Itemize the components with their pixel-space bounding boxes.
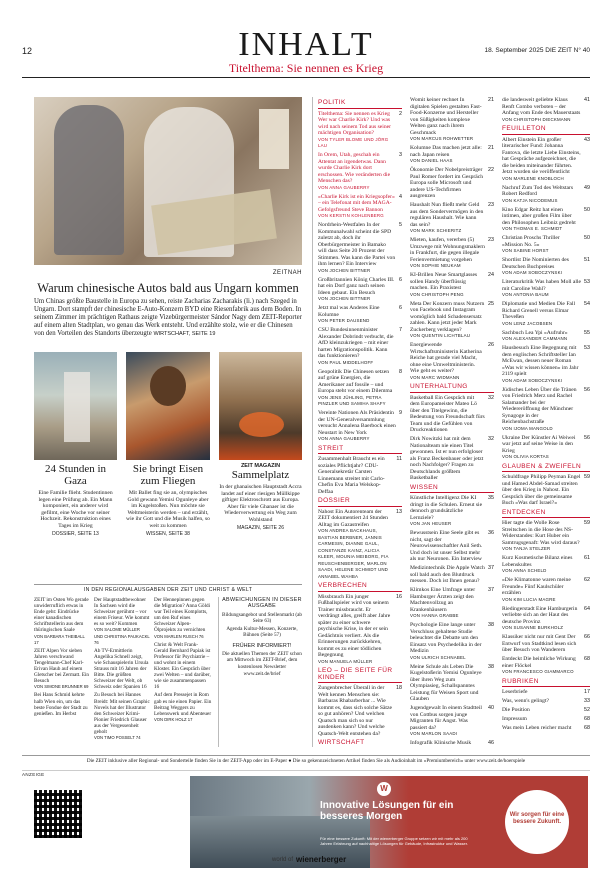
toc-entry-page: 68: [584, 725, 590, 731]
toc-entry-page: 18: [396, 685, 402, 691]
toc-entry[interactable]: [410, 301, 494, 340]
toc-entry[interactable]: [502, 606, 590, 632]
toc-entry-text: CSU Bundesinnenminister Alexander Dobrindt verbucht, die AfD kleinzukriegen – mit einer harten Migrationspolitik. Kann das funktionieren? VON PAUL MIDDELHOFF: [318, 327, 396, 366]
toc-entry[interactable]: [502, 435, 590, 461]
edition-box-line: Agenda Kultur-Messen, Konzerte, Bühnen (Seite 57): [226, 626, 298, 639]
toc-entry-page: 68: [584, 656, 590, 662]
toc-entry-author: VON JENS JÜHLING, PETRA PINZLER UND SAMIHA SHAFY: [318, 394, 386, 406]
toc-entry[interactable]: [410, 395, 494, 434]
toc-entry-page: 11: [396, 456, 402, 462]
toc-entry[interactable]: [502, 634, 590, 654]
toc-entry-page: 23: [488, 237, 494, 243]
toc-entry[interactable]: [318, 305, 402, 325]
toc-entry-text: Jüdisches Leben Über die Tränen von Friedrich Merz und Rachel Salamander bei der Wiedereröffnung der Münchner Synagoge in der Reichenbachstraße VON IJOMA MANGOLD: [502, 387, 581, 433]
toc-entry-text: Christian Proschs Thriller »Mission No. 5« VON SABINE HORST: [502, 235, 581, 255]
toc-section-heading: WIRTSCHAFT: [318, 740, 402, 747]
toc-entry-author: VON HANNA GRABBE: [410, 613, 459, 618]
toc-entry[interactable]: [502, 301, 590, 327]
toc-entry[interactable]: [502, 474, 590, 507]
ad-tagline-badge: Wir sorgen für eine bessere Zukunft.: [505, 790, 569, 854]
ad-label: ANZEIGE: [22, 772, 45, 777]
toc-entry-page: 68: [584, 716, 590, 722]
regional-item: ZEIT im Osten Wo gerade unwiderruflich etwas in Ende geht: Eindrücke einer kanadischen Schriftstellerin aus dem thüringischen Saale: [34, 597, 89, 634]
regional-author: VON SALOME MÜLLER UND CHRISTINA PAUKACKL 76: [94, 627, 150, 645]
toc-column-2: [410, 97, 494, 747]
wienerberger-logo-icon: W: [377, 782, 391, 796]
brand-world-of: world of: [272, 857, 294, 863]
toc-entry-author: VON ADAM SOBOCZYNSKI: [502, 377, 563, 383]
toc-entry-page: 66: [584, 634, 590, 640]
toc-entry-author: VON TYLER BLOME UND JÖRG LAU: [318, 136, 389, 148]
toc-entry-author: VON MARC WIDMANN: [410, 374, 460, 380]
toc-section-heading: FEUILLETON: [502, 126, 590, 135]
toc-entry-text: Riedingerstadt Eine Hamburgerin verliebte sich an der Haut des deutsche Provinz VON SUSANNE BURKHOLZ: [502, 606, 581, 632]
toc-entry-text: Was mein Leben reicher macht: [502, 725, 572, 731]
toc-entry-author: VON KIM LUCIA MAGRE: [502, 596, 556, 602]
toc-entry-author: VON ANTONIA BAUM: [502, 292, 549, 297]
toc-entry-text: Bewusstsein Eine Seele gibt es nicht, sagt der Neurowissenschaftler Anil Seth. Und doch ist unser Selbst mehr als nur Neuronen. Ein Interview: [410, 530, 483, 562]
toc-entry-author: VON OLIVIA KORTAS: [502, 454, 549, 459]
toc-entry-page: 6: [399, 305, 402, 311]
toc-entry-page: 16: [396, 593, 402, 600]
toc-entry[interactable]: [318, 222, 402, 274]
toc-entry-page: 37: [488, 587, 494, 593]
toc-section-heading: WISSEN: [410, 485, 494, 494]
teaser-gaza: [34, 463, 117, 537]
toc-section-heading: UNTERHALTUNG: [410, 384, 494, 393]
edition-box-line: Bildungsangebot und Stellenmarkt (ab Seite 63): [222, 612, 302, 625]
toc-entry[interactable]: [318, 685, 402, 737]
toc-section-heading: ENTDECKEN: [502, 510, 590, 519]
toc-entry-page: 8: [399, 368, 402, 375]
toc-column-1: [318, 97, 402, 747]
toc-entry[interactable]: [502, 387, 590, 433]
toc-entry-author: VON JOCHEN BITTNER: [318, 267, 371, 273]
toc-entry-text: Nachruf Zum Tod des Weltstars Robert Redford VON KATJA NICODEMUS: [502, 185, 581, 205]
toc-entry-text: Großbritannien König Charles III. hat ein Dorf ganz nach seinen Ideen gebaut. Ein Besuch VON JOCHEN BITTNER: [318, 276, 395, 301]
toc-entry-page: 33: [584, 698, 590, 704]
toc-entry-text: Leserbriefe: [502, 689, 528, 695]
toc-entry-text: Sachbuch Lea Ypi »Aufruhr« VON ALEXANDER CAMMANN: [502, 330, 581, 343]
toc-divider: [312, 97, 313, 747]
toc-section-heading: STREIT: [318, 446, 402, 455]
toc-entry[interactable]: [410, 705, 494, 738]
toc-entry[interactable]: [502, 207, 590, 233]
header-rule: [22, 77, 590, 78]
toc-entry[interactable]: [318, 410, 402, 443]
brand-wienerberger: wienerberger: [296, 855, 347, 864]
ad-headline: Innovative Lösungen für ein besseres Morgen: [320, 800, 454, 822]
toc-entry-page: 59: [584, 520, 590, 526]
toc-entry-text: Medizintechnik Die Apple Watch soll bald auch den Blutdruck messen. Doch ist Ihnen genau?: [410, 565, 485, 584]
toc-entry-page: 4: [399, 193, 402, 200]
toc-entry-text: KI-Brillen Neue Smartglasses sollen Handy überflüssig machen. Ein Praxistest VON CHRISTOPH PENG: [410, 272, 485, 298]
toc-entry-page: 22: [488, 167, 494, 173]
teaser-magazine-body: In der ghanaischen Hauptstadt Accra landet auf einer riesigen Müllkippe giftiger Elektroschrott aus Europa. Aber für viele Ghanaer ist die Wiederverwertung ein Weg zum Wohlstand: [219, 484, 302, 523]
toc-entry-page: 36: [488, 530, 494, 536]
toc-entry-author: VON ADAM SOBOCZYNSKI: [502, 270, 563, 275]
toc-entry-author: VON QUENTIN LICHTBLAU: [410, 333, 471, 338]
toc-entry[interactable]: [502, 97, 590, 123]
toc-entry-page: 3: [399, 152, 402, 158]
toc-entry-author: VON KATJA NICODEMUS: [502, 197, 558, 203]
toc-entry-text: Hier tagte die Wolle Rose Streitschen in die Hose des NS-Widerstandes: Kurt Huber ein Samtrugsgenaft: Was wird daraus? VON TANJA STELZER: [502, 520, 580, 551]
toc-entry-page: 5: [399, 222, 402, 228]
toc-entry-author: VON MARLENE KNOBLOCH: [502, 175, 564, 181]
toc-entry[interactable]: [410, 237, 494, 270]
regional-col-2: [94, 597, 150, 747]
gaza-photo: [34, 352, 117, 460]
toc-entry-text: Shortlist Die Nominierten des Deutschen Buchpreises VON ADAM SOBOCZYNSKI: [502, 257, 581, 277]
toc-entry[interactable]: [502, 520, 590, 553]
toc-entry[interactable]: [318, 152, 402, 191]
toc-entry[interactable]: [410, 495, 494, 528]
toc-entry-text: Literaturkritik Was haben Moll alle mit Caroline Wahl? VON ANTONIA BAUM: [502, 279, 581, 297]
qr-code[interactable]: [34, 790, 82, 838]
toc-entry-text: Missbrauch Ein junger Fußballspieler wird von seinem Trainer missbraucht. Er verdrängt alles, greift aber Jahre später zu einer schwere psychische Krise, in der er sein Gedächtnis verliert. Als die Erinnerungen zurückkehren, kommt es zu einer tödlichen Begegnung VON MANUELA MÜLLER: [318, 594, 393, 666]
toc-entry[interactable]: [410, 587, 494, 620]
toc-entry[interactable]: [318, 277, 402, 303]
toc-entry-page: 43: [584, 136, 590, 143]
regional-col-3: [154, 597, 212, 747]
toc-entry-author: VON JAN HEUSER: [410, 521, 452, 526]
toc-entry-text: Künstliche Intelligenz Die KI dringt in die Schulen. Erneut sie dennoch grundsätzliche Lernziele? VON JAN HEUSER: [410, 495, 485, 528]
teaser-gaza-body: Eine Familie flieht. Studentinnen legen eine Prüfung ab. Ein Mann komponiert, ein anderer wird gefilmt, eine Woche vor seiner Hochzeit. Rekonstruktion eines Tages im Krieg: [38, 490, 113, 529]
toc-entry-author: VON MANUELA MÜLLER: [318, 658, 373, 664]
toc-entry-page: 41: [584, 97, 590, 103]
feature-body-text: Um Chinas größte Baustelle in Europa zu sehen, reiste Zacharias Zacharakis (li.) nach Szeged in Ungarn. Dort stampft der chinesische E-Auto-Konzern BYD eine Riesenfabrik aus dem Boden. In seinem Zimmer im prächtigen Rathaus zeigte Vizebürgermeister Sándor Nagy dem ZEIT-Reporter auf einem alten Stadtplan, wo genau das Werk entsteht. Und erzählte stolz, wie er die Chinesen von den Vorteilen des Standorts überzeugte: [34, 298, 302, 337]
toc-entry-author: VON SOPHIE NEUKAM: [410, 263, 461, 268]
toc-entry-text: Jetzt mal was Anderes Eine Kolumne VON PETER DAUSEND: [318, 305, 396, 325]
toc-section-heading: POLITIK: [318, 100, 402, 109]
regional-item: ZEIT Alpen Vor sieben Jahren verschwand Tengelmann-Chef Karl-Erivan Haub auf einem Gletscher bei Zermatt. Ein Besuch: [34, 647, 90, 685]
ad-rule: [22, 770, 590, 771]
toc-section-heading: VERBRECHEN: [318, 583, 402, 592]
regional-item: Christ & Welt Frank-Gerald Bernhard Papiak ist Professor für Psychiatrie – und wohnt in einem Kloster. Ein Gespräch über zwei Welten – und darüber, wie sie zusammenpassen 16: [154, 641, 211, 691]
toc-entry[interactable]: [502, 707, 590, 714]
page-title: INHALT: [238, 26, 374, 63]
page-number: 12: [22, 46, 33, 56]
toc-entry[interactable]: [318, 111, 402, 150]
toc-entry-text: Klimkos Eine Umfrage unter Hamburger Ärzten zeigt den Machtenvollzug an Krankenhäusern VON HANNA GRABBE: [410, 587, 485, 620]
toc-entry-page: 13: [396, 508, 402, 515]
toc-entry-text: Energiewende Wirtschaftsministerin Katherina Reiche hat gerade viel Macht, ohne eine Umweltministerin. Wie geht es weiter? VON MARC WIDMANN: [410, 342, 485, 381]
toc-entry-text: Mieten, kaufen, vererben (5) Umzwege mit Wohnungsmaklern in Frankfurt, die gegen illegale Ferienvermietung vorgehen VON SOPHIE NEUKAM: [410, 237, 485, 268]
toc-entry-author: VON MARCUS ROHWETTER: [410, 136, 474, 141]
teaser-athlete-body: Mit Ballet fing sie an, olympisches Gold gewann Yemisi Ogunleye aber im Kugelstoßen. Nun möchte sie Weltmeisterin werden – und erzählt, wie ihr Gott und die Musik halfen, so weit zu kommen: [126, 490, 210, 529]
toc-entry[interactable]: [318, 509, 402, 581]
toc-entry[interactable]: [410, 167, 494, 200]
toc-entry-text: Psychologie Eine lange unter Verschluss gehaltene Studie beleuchtet die Debatte um den Einsatz von Psychedelika in der Medizin VON ULRICH SCHNABEL: [410, 622, 485, 661]
toc-entry-text: Schuldfrage Philipp Peyman Engel und Hamed Abdel-Samad streiten über den Krieg in Nahost. Ein Gespräch über die gemeinsame Buch »Was darf Israel?«: [502, 474, 581, 506]
toc-entry-page: 37: [488, 565, 494, 571]
toc-entry-page: 51: [584, 257, 590, 263]
toc-entry-author: VON LENZ JACOBSEN: [502, 320, 553, 326]
toc-entry-page: 9: [399, 410, 402, 416]
title-theme: Titelthema: Sie nennen es Krieg: [228, 61, 384, 75]
toc-entry-author: VON MARK SCHIERITZ: [410, 228, 462, 233]
toc-entry-text: Ökonomie Der Nobelpreisträger Paul Romer fordert im Gespräch Europa solle Microsoft und andere US-Techfirmen ausgrenzen: [410, 167, 484, 199]
toc-entry[interactable]: [502, 656, 590, 676]
toc-entry[interactable]: [410, 342, 494, 381]
regional-author: VON SIMONE BRUNNER 69: [34, 684, 89, 690]
toc-entry[interactable]: [410, 565, 494, 585]
regional-item: Bei Hans Schmid kehrte halb Wien ein, um das beste Fondue der Stadt zu genießen. Im Herbst: [34, 692, 88, 717]
toc-entry-text: Entdeckt Die heimliche Wirkung einer Flöckel VON FRANCESCO GIAMMARCO: [502, 656, 581, 676]
toc-entry-text: Meine Schule als Leben Die Kugelstoßerin Yemisi Ogunleye über ihren Weg zum Olympiasieg, Schallspanntes Leistung für Weisen Sport und Glauben: [410, 663, 482, 702]
toc-entry-page: 55: [584, 329, 590, 336]
toc-entry-text: Zungenbrecher Überall in der Welt kennen Menschen sie: Barbaras Rhabarberbar ... Wie kommt es, dass sich solche Sätze so gut anhören? Und welchen Quatsch man sich so nur ausdenken kann? Und welche Quatsch-Welt entstehen da?: [318, 685, 392, 737]
toc-entry[interactable]: [502, 257, 590, 277]
toc-entry-text: Vereinte Nationen Als Präsidentin der UN-Generalversammlung versucht Annalena Baerbock einen Neustart in New York VON ANNA GAUBERRY: [318, 410, 396, 441]
toc-entry-text: Die Position: [502, 707, 530, 713]
toc-entry-text: »Die Klimatonne waren meine Freunde« Fünf Kaulschüler erzählen VON KIM LUCIA MAGRE: [502, 577, 581, 603]
regional-item: Der Hauptstadtbewohner In Sachsen wird die Schweizer gerühmt – vor einem Friseur. Wie kommt es so weit? Kommen: [94, 597, 150, 628]
toc-entry-text: Basketball Ein Gespräch mit dem Europameister Mateo Lö über den Titelgewinn, die Bedeutung von Freundschaft fürs Team und die Gefühlen von Druckreaktionen: [410, 394, 485, 433]
toc-entry[interactable]: [502, 330, 590, 343]
feature-kicker: ZEITNAH: [272, 270, 302, 276]
toc-entry-page: 49: [584, 184, 590, 191]
toc-entry-text: Impressum: [502, 716, 527, 722]
toc-section-heading: GLAUBEN & ZWEIFELN: [502, 464, 590, 473]
feature-headline: Warum chinesische Autos bald aus Ungarn kommen: [37, 281, 299, 295]
toc-entry-author: VON DANIEL HAAS: [410, 158, 453, 163]
toc-entry[interactable]: [318, 194, 402, 220]
newsletter-link[interactable]: www.zeit.de/brief: [243, 670, 281, 677]
toc-entry[interactable]: [502, 279, 590, 299]
teaser-magazine-kicker: ZEIT MAGAZIN: [240, 463, 281, 469]
toc-entry[interactable]: [410, 436, 494, 482]
newsletter-text: Die aktuellen Themen der ZEIT schon am Mittwoch im ZEIT-Brief, dem kostenlosen Newsletter: [222, 651, 302, 670]
toc-entry-page: 2: [399, 110, 402, 117]
toc-entry[interactable]: [410, 622, 494, 661]
toc-entry-text: Kolumne Das machen jetzt alle: nach Japan reisen VON DANIEL HAAS: [410, 145, 485, 165]
toc-entry-page: 26: [488, 342, 494, 348]
toc-entry-author: VON THOMAS E. SCHMIDT: [502, 226, 563, 231]
toc-entry[interactable]: [410, 530, 494, 563]
feature-photo: [34, 97, 302, 265]
toc-entry[interactable]: [502, 725, 590, 732]
toc-entry-page: 38: [488, 663, 494, 670]
toc-entry[interactable]: [410, 664, 494, 703]
toc-entry-text: Hausbesuch Eine Begegnung mit dem englischen Schriftsteller Ian McEwan, dessen neuer Roman »Was wir wissen können« im Jahr 2119 spielt VON ADAM SOBOCZYNSKI: [502, 345, 581, 384]
toc-entry-page: 53: [584, 345, 590, 351]
toc-entry-text: Albert Einstein Ein großer literarischer Fund: Johanna Fantova, die letzte Liebe Einsteins, hat Gespräche aufgezeichnet, die die beiden miteinander führten. Jetzt wurden sie veröffentlicht VON MARLENE KNOBLOCH: [502, 136, 581, 181]
teaser-magazine: [219, 463, 302, 531]
toc-entry-page: 25: [488, 300, 494, 307]
toc-entry[interactable]: [502, 185, 590, 205]
footer-note: Die ZEIT inklusive aller Regional- und Sonderteile finden Sie in der ZEIT-App oder im E-Paper ● Die so gekennzeichneten Artikel finden Sie als Audioinhalt im »Premiumbereich« unter www.zeit.de/hoerspiele: [86, 758, 526, 764]
regional-author: VON DIRK HOLZ 17: [154, 716, 193, 722]
toc-entry[interactable]: [502, 698, 590, 705]
toc-entry-text: die landesweit geliebte Klaus Renft Combo verboten – der Anfang vom Ende des Mauerstaats VON CHRISTOPH DIECKMANN: [502, 97, 581, 122]
athlete-photo: [126, 352, 210, 460]
toc-entry-page: 35: [488, 495, 494, 501]
toc-entry-author: VON MARLON SAADI: [410, 731, 458, 736]
ad-body: Für eine bessere Zukunft: Mit der wienerberger Gruppe setzen wir mit mehr als 200 Jahren Erfahrung auf nachhaltige Lösungen für Gebäude, Infrastruktur und Wasser.: [320, 836, 468, 846]
toc-entry-author: VON KERSTIN KOHLENBERG: [318, 213, 384, 218]
toc-entry-author: VON PETER DAUSEND: [318, 318, 370, 323]
toc-entry-page: 56: [584, 386, 590, 393]
toc-entry[interactable]: [318, 327, 402, 366]
toc-entry-page: 24: [488, 272, 494, 278]
regional-item: Zu Besuch bei Hannes Breidt: Mit seinen Graphic Novels hat der Illustrator den Schweizer Krimi-Pionier Friedrich Glauser aus der Vergessenheit geholt: [94, 692, 150, 735]
toc-entry-page: 61: [584, 555, 590, 561]
toc-entry[interactable]: [502, 235, 590, 255]
toc-entry-page: 62: [584, 577, 590, 583]
toc-column-3: [502, 97, 590, 747]
toc-entry-author: VON ALEXANDER CAMMANN: [502, 336, 568, 341]
toc-entry[interactable]: [410, 145, 494, 165]
regional-item: Auf dem Pressejet in Rom gab es nie einen Papier. Ein Beitrag Weggers zu Lebenswerk und Abenteuer: [154, 692, 212, 717]
toc-entry[interactable]: [502, 555, 590, 575]
toc-entry[interactable]: [410, 740, 494, 747]
regional-header: IN DEN REGIONALAUSGABEN DER ZEIT UND CHRIST & WELT: [83, 587, 253, 593]
toc-entry-text: Ukraine Der Künstler Ai Weiwei war jetzt auf seine Weise in den Krieg VON OLIVIA KORTAS: [502, 435, 581, 461]
toc-entry-page: 32: [488, 436, 494, 442]
toc-entry[interactable]: [318, 369, 402, 408]
toc-entry[interactable]: [502, 577, 590, 603]
toc-entry-text: »Charlie Kirk ist ein Kriegsopfer« – ein Telefonat mit dem MAGA-Gefolgsfreund Steve Bannon VON KERSTIN KOHLENBERG: [318, 193, 395, 218]
toc-entry-page: 59: [584, 474, 590, 480]
toc-entry-author: VON ANNA GAUBERRY: [318, 436, 370, 441]
regional-author: VON MARLEN RUSCH 76: [154, 633, 204, 639]
toc-entry-page: 50: [584, 235, 590, 241]
toc-section-heading: DOSSIER: [318, 498, 402, 507]
toc-entry-author: VON CHRISTOPH DIECKMANN: [502, 116, 571, 122]
toc-entry-page: 7: [399, 327, 402, 333]
regional-col-1: [34, 597, 90, 747]
teaser-gaza-ref: DOSSIER, SEITE 13: [52, 531, 99, 537]
toc-entry-author: VON SABINE HORST: [502, 248, 549, 253]
teaser-athlete-ref: WISSEN, SEITE 38: [146, 531, 190, 537]
teaser-athlete: [126, 463, 210, 537]
toc-entry-author: VON JOCHEN BITTNER: [318, 296, 371, 301]
toc-entry-page: 32: [488, 394, 494, 401]
toc-entry[interactable]: [502, 345, 590, 384]
feature-ref: WIRTSCHAFT, SEITE 19: [153, 331, 216, 337]
toc-entry[interactable]: [318, 456, 402, 495]
feature-body: [34, 298, 302, 338]
edition-box-title: ABWEICHUNGEN IN DIESER AUSGABE: [222, 597, 302, 609]
toc-entry-author: VON ANNA GAUBERRY: [318, 184, 370, 190]
toc-entry-text: Haushalt Nun fließt mehr Geld aus dem Sondervermögen in den regulären Haushalt. Wie kann das sein? VON MARK SCHIERITZ: [410, 202, 484, 233]
toc-entry-author: VON FRANCESCO GIAMMARCO: [502, 669, 574, 674]
toc-entry[interactable]: [410, 202, 494, 235]
toc-entry[interactable]: [410, 97, 494, 143]
toc-entry-text: Infografik Klinische Musik: [410, 740, 472, 746]
toc-entry[interactable]: [410, 272, 494, 298]
regional-author: VON BARBARA THEIBALL 17: [34, 633, 85, 645]
magazine-photo: [219, 352, 302, 460]
toc-entry-page: 54: [584, 301, 590, 307]
toc-entry-page: 40: [488, 705, 494, 711]
toc-section-heading: RUBRIKEN: [502, 679, 590, 688]
toc-entry-text: In Orem, Utah, geschah ein Attentat an irgendetwas. Dann wurde Charlie Kirk dort erschossen. Wie veränderten die Menschen das? VON ANNA GAUBERRY: [318, 152, 396, 191]
toc-entry-page: 46: [488, 740, 494, 746]
issue-date: 18. September 2025 DIE ZEIT N° 40: [484, 47, 590, 54]
toc-entry-text: Nordrhein-Westfalen In der Kommunalwahl scheint die SPD zuletzt ab, doch ihr Oberbürgermeister in Bamako will dass Seite 20 Prozent der Stimmen. Was kann die Partei von ihm lernen? Ein Interview VON JOCHEN BITTNER: [318, 222, 396, 273]
toc-entry-text: Titelthema: Sie nennen es Krieg Wer war Charlie Kirk? Und was wird nach seinem Tod aus seiner mächtigen Organisation? VON TYLER BLOME UND JÖRG LAU: [318, 111, 396, 150]
toc-entry-text: Kurz Kosmetische Bilanz eines Lebenskultes VON ANNA SCHELD: [502, 555, 581, 575]
toc-entry-author: VON PAUL MIDDELHOFF: [318, 359, 374, 365]
toc-entry-author: VON IJOMA MANGOLD: [502, 425, 553, 431]
regional-item: Der Hennepinnen gegen die Migration? Anna Göldi war Teil eines Komplotts, um den Ruf eines Schweizer Alpen-Ölprojekts zu vernichten: [154, 597, 211, 634]
regional-item: Ab TV-Ermittlerin Angelika Schnell zeigt, wie Schauspielerin Ursula Strauss mit 16 Jahren der Bitte. Die größten Schweizer der Welt, ob Schweiz oder Spanien 16: [94, 647, 149, 691]
teaser-athlete-headline: Sie bringt Eisen zum Fliegen: [132, 463, 204, 487]
toc-entry-text: Was, wenn's gelingt?: [502, 698, 550, 704]
toc-entry-text: Diplomatie und Medien Die Fall Richard Grenell versus Elmar Theveßen VON LENZ JACOBSEN: [502, 301, 581, 327]
toc-entry-page: 21: [488, 145, 494, 151]
regional-rule: [34, 584, 302, 585]
footer-rule: [22, 755, 590, 756]
toc-section-heading: LEO – DIE SEITE FÜR KINDER: [318, 668, 402, 683]
toc-entry-text: Klassiker nicht nur mit Gent Der Entwurf von Stadtkind lesen sich über Besuch von Wanderern: [502, 634, 577, 653]
toc-entry[interactable]: [318, 594, 402, 666]
toc-entry-text: Nahost Ein Autorenteam der ZEIT dokumentiert 24 Stunden Alltag im Gazastreifen VON ANDREA BACKHAUS, BASTIAN BERBNER, JANNIS CARMESIN, DIANNE GAUL, CONSTANZE KAINZ, ALICIA KLEER, MOUNIA MEIBORG, FIA REUSCHENBERGER, MARLON SAADI, HELENE SCHMIDT UND ANNABEL WAHBA: [318, 509, 393, 581]
toc-entry-page: 21: [488, 97, 494, 103]
toc-entry-page: 50: [584, 206, 590, 213]
toc-entry-author: VON ANNA SCHELD: [502, 568, 547, 573]
toc-entry-text: Zusammenhalt Braucht es ein soziales Pflichtjahr? CDU-Generalsekretär Carsten Linnemann streitet mit Carlo-Chefin Eva Maria Welskop-Deffaa: [318, 456, 385, 495]
toc-entry-text: Meta Der Konzern muss Nutzern von Facebook und Instagram womöglich bald Schadensersatz zahlen. Kann jetzt jeder Mark Zuckerberg verklagen? VON QUENTIN LICHTBLAU: [410, 300, 485, 338]
toc-entry-text: Jugendgewalt In einem Stadtteil von Cottbus sorgen junge Migranten für Angst. Was passiert da? VON MARLON SAADI: [410, 705, 485, 738]
teaser-gaza-headline: 24 Stunden in Gaza: [44, 463, 107, 487]
toc-entry-author: VON ULRICH SCHNABEL: [410, 654, 466, 660]
toc-entry-text: Womit keiner rechnet In digitalen Spielen gestalten Fast-Food-Konzerne und Hersteller von Süßigkeiten komplexe Welten ganz nach ihrem Geschmack VON MARCUS ROHWETTER: [410, 97, 485, 143]
toc-entry-page: 17: [584, 689, 590, 695]
toc-entry-page: 56: [584, 434, 590, 441]
toc-entry-author: VON SUSANNE BURKHOLZ: [502, 625, 564, 630]
toc-entry[interactable]: [502, 716, 590, 723]
newsletter-title: FRÜHER INFORMIERT!: [232, 643, 292, 650]
toc-entry[interactable]: [502, 137, 590, 183]
regional-author: VON TIMO POSSELT 74: [94, 735, 141, 741]
toc-entry-page: 23: [488, 202, 494, 208]
toc-entry-page: 53: [584, 279, 590, 285]
toc-entry-text: Geopolitik Die Chinesen setzen auf grüne Energien, die Amerikaner auf fossile – und Europa steht vor einem Dilemma VON JENS JÜHLING, PETRA PINZLER UND SAMIHA SHAFY: [318, 369, 396, 408]
toc-entry-author: VON TANJA STELZER: [502, 546, 551, 551]
toc-entry-page: 38: [488, 622, 494, 628]
teaser-magazine-headline: Sammelplatz: [231, 469, 290, 481]
edition-box: [222, 597, 302, 747]
toc-entry-page: 52: [584, 707, 590, 713]
regional-divider: [218, 597, 219, 747]
toc-entry-text: Dirk Nowitzki hat mit dem Nationalteam nie einen Titel gewonnen. Ist er nun erfolgloser als Franz Beckenbauer oder jetzt noch Nachfolger? Fragen zu Deutschlands größtem Basketballer: [410, 436, 484, 481]
toc-entry-author: VON ANDREA BACKHAUS, BASTIAN BERBNER, JANNIS CARMESIN, DIANNE GAUL, CONSTANZE KAINZ, ALICIA KLEER, MOUNIA MEIBORG, FIA REUSCHENBERGER, MARLON SAADI, HELENE SCHMIDT UND ANNABEL WAHBA: [318, 528, 389, 579]
toc-entry-text: Kino Edgar Reitz hat einen intimen, aber großen Film über den Philosophen Leibniz gedreht VON THOMAS E. SCHMIDT: [502, 207, 581, 233]
teaser-magazine-ref: MAGAZIN, SEITE 26: [237, 525, 284, 531]
toc-entry[interactable]: [502, 689, 590, 696]
toc-entry-author: VON CHRISTOPH PENG: [410, 291, 464, 297]
toc-entry-page: 64: [584, 605, 590, 612]
toc-entry-page: 6: [399, 276, 402, 283]
